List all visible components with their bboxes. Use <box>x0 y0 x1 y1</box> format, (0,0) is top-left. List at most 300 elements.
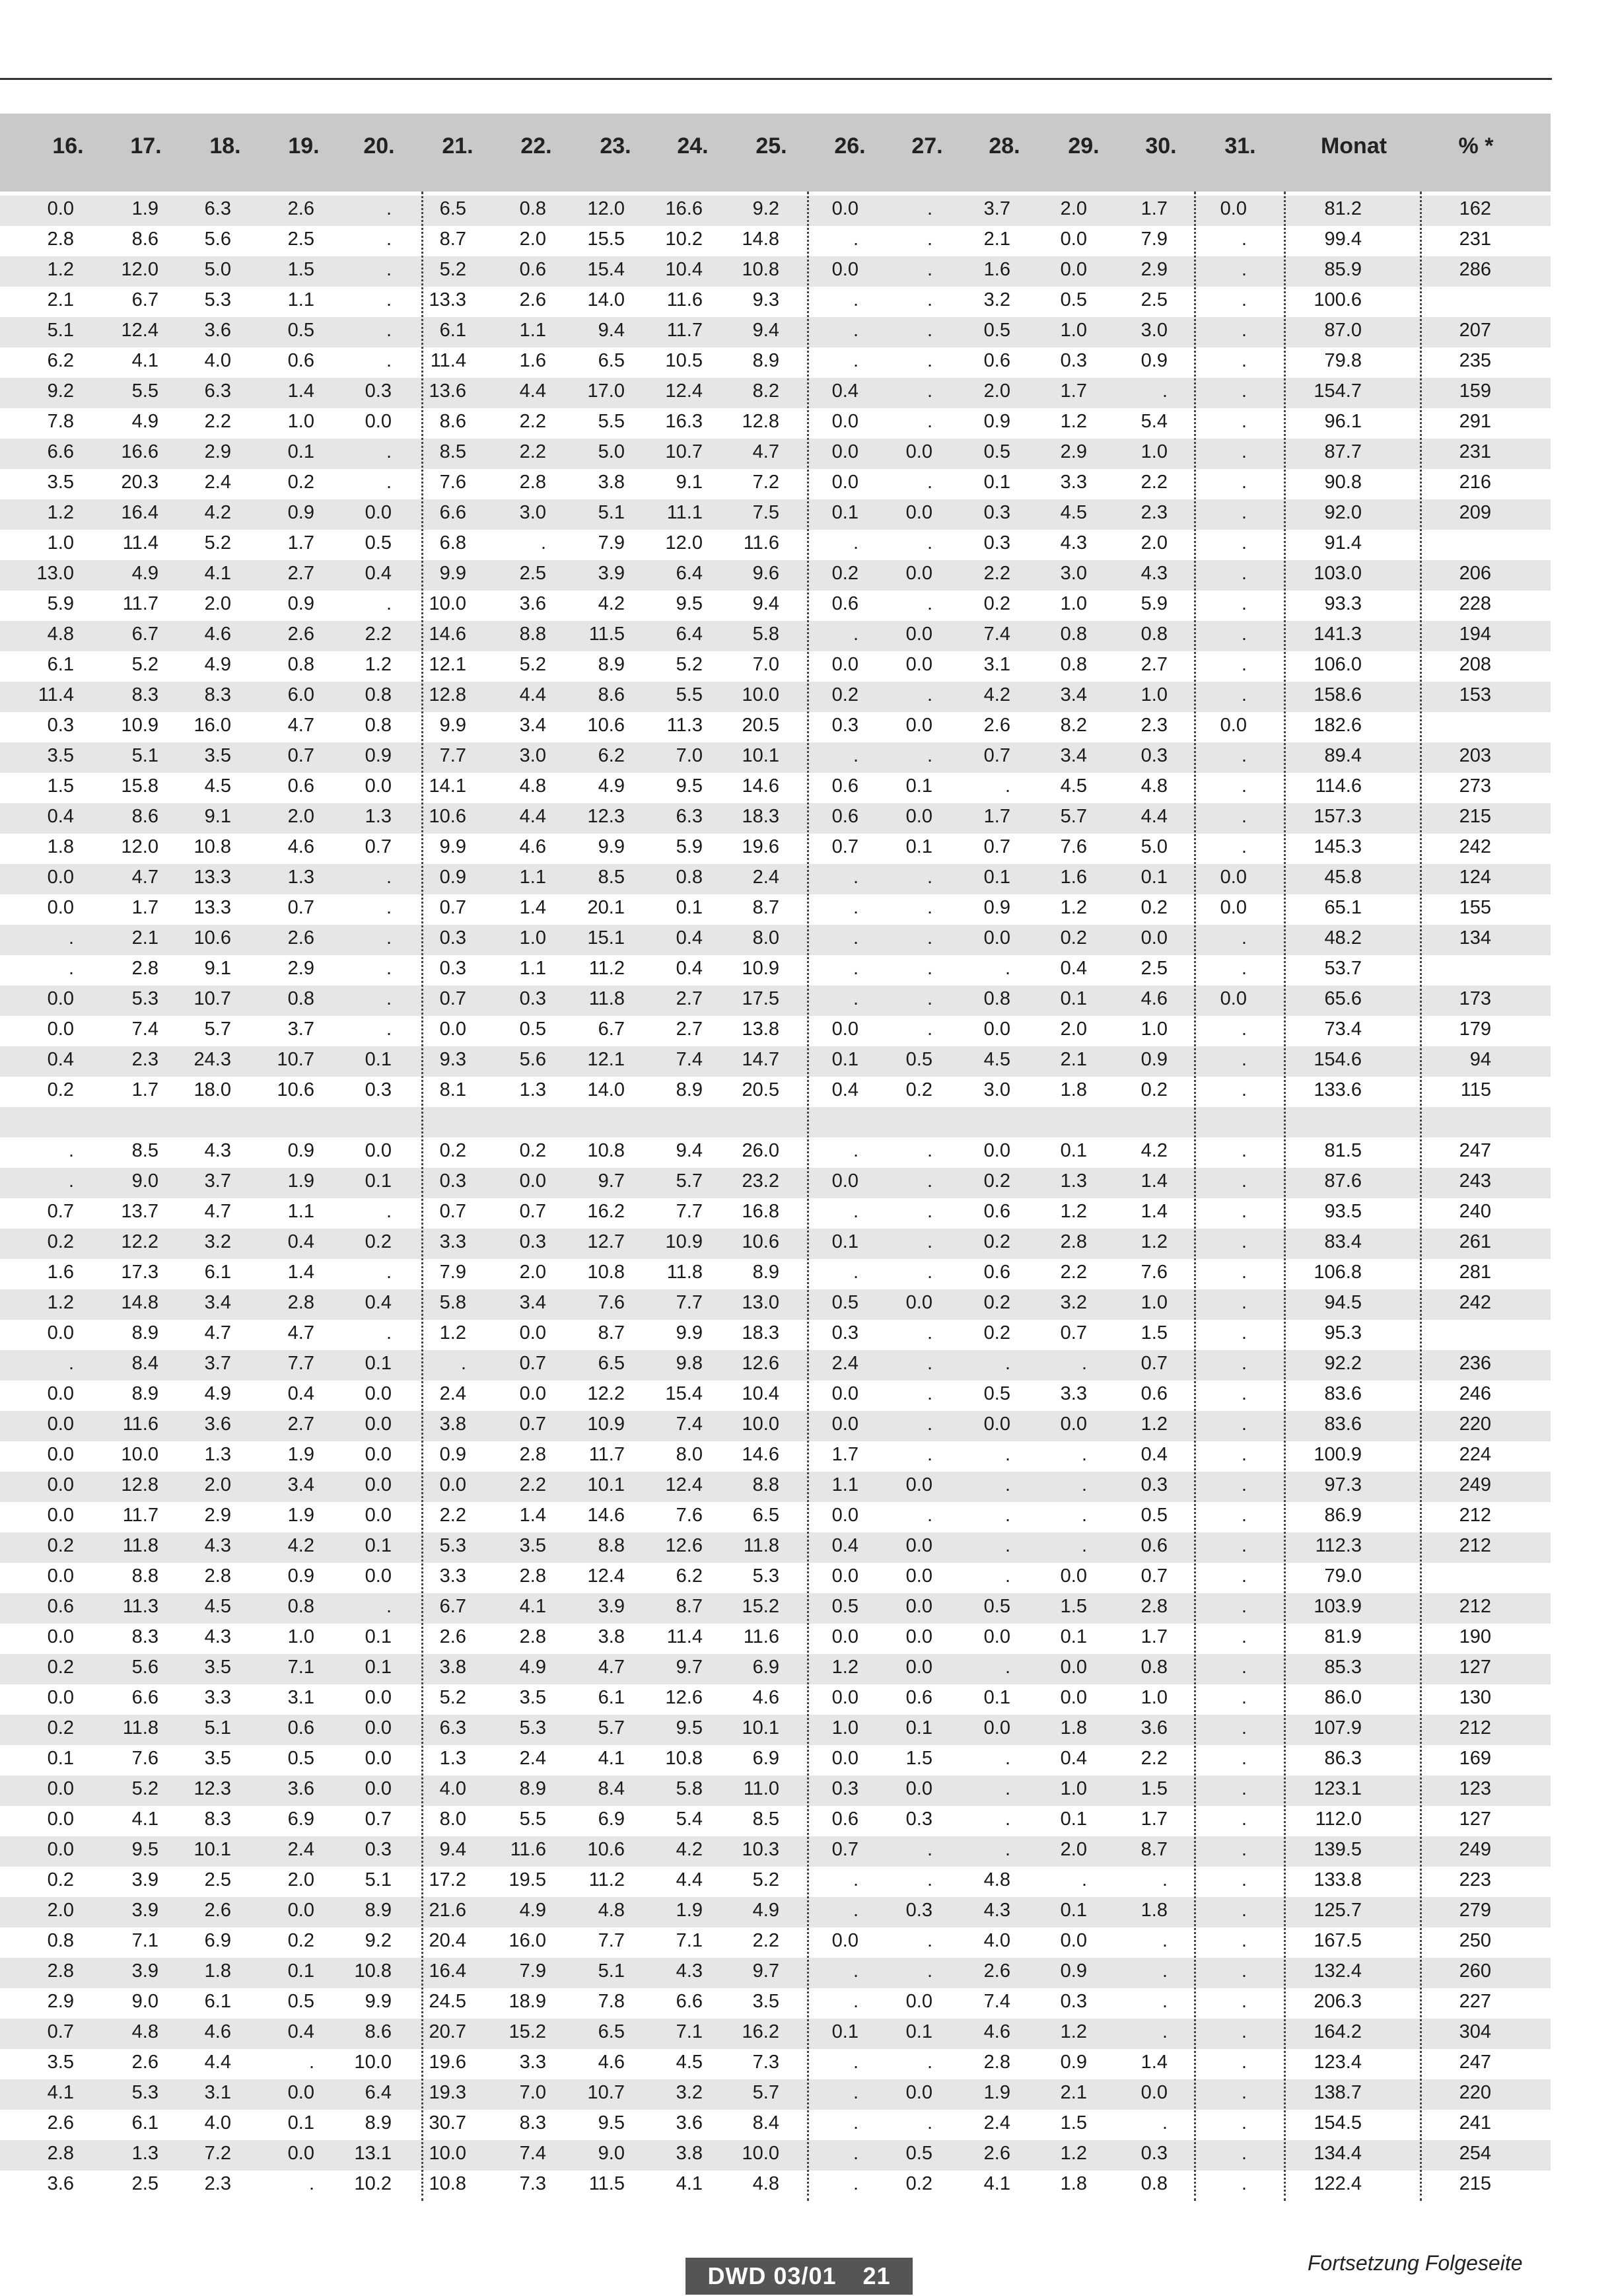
table-cell: 0.5 <box>983 1596 1010 1617</box>
table-cell: 1.2 <box>1140 1231 1168 1252</box>
table-cell: 7.2 <box>752 472 779 493</box>
table-cell: 182.6 <box>1314 715 1362 736</box>
table-cell: 0.0 <box>365 1474 392 1495</box>
table-cell: 87.0 <box>1324 320 1362 341</box>
table-cell: 2.2 <box>439 1505 466 1526</box>
table-cell: 0.1 <box>1060 1626 1087 1647</box>
table-cell: 212 <box>1459 1505 1491 1526</box>
table-cell: . <box>927 532 932 554</box>
table-cell: 4.6 <box>204 624 231 645</box>
table-cell: 1.1 <box>831 1474 859 1495</box>
table-cell: . <box>386 259 392 280</box>
table-cell: 242 <box>1459 1292 1491 1313</box>
table-cell: 0.0 <box>47 1322 74 1344</box>
table-cell: 7.4 <box>676 1049 703 1070</box>
table-cell: 0.5 <box>287 1991 314 2012</box>
table-cell: 0.0 <box>365 1140 392 1161</box>
table-cell: 0.7 <box>1140 1565 1168 1587</box>
table-cell: 2.8 <box>519 1565 546 1587</box>
table-cell: 0.5 <box>519 1019 546 1040</box>
table-cell: . <box>1241 472 1247 493</box>
table-cell: 12.1 <box>587 1049 625 1070</box>
table-cell: . <box>853 745 859 766</box>
table-cell: 4.6 <box>752 1687 779 1708</box>
table-cell: 5.7 <box>676 1170 703 1192</box>
table-cell: 241 <box>1459 2112 1491 2134</box>
table-cell: 2.1 <box>1060 2082 1087 2103</box>
table-cell: 1.3 <box>365 806 392 827</box>
table-cell: 6.3 <box>439 1717 466 1739</box>
table-cell: 3.9 <box>131 1960 158 1982</box>
table-cell: 19.6 <box>742 836 779 857</box>
table-cell: . <box>1241 1960 1247 1982</box>
table-cell: 0.9 <box>287 1140 314 1161</box>
table-cell: . <box>1241 2112 1247 2134</box>
table-cell: 0.1 <box>676 897 703 918</box>
table-cell: 1.0 <box>1060 1778 1087 1799</box>
table-cell: 4.9 <box>752 1900 779 1921</box>
table-cell: . <box>1241 411 1247 432</box>
table-cell: 8.9 <box>365 1900 392 1921</box>
table-cell: 2.6 <box>519 289 546 310</box>
table-cell: 4.4 <box>676 1869 703 1890</box>
table-row <box>0 803 1551 834</box>
table-cell: 5.0 <box>204 259 231 280</box>
table-cell: 0.3 <box>365 380 392 402</box>
table-cell: 6.5 <box>598 350 625 371</box>
table-cell: 10.6 <box>587 715 625 736</box>
table-cell: 4.9 <box>519 1657 546 1678</box>
table-cell: 0.5 <box>831 1596 859 1617</box>
table-cell: 5.1 <box>204 1717 231 1739</box>
table-cell: 4.1 <box>131 350 158 371</box>
table-cell: 2.5 <box>131 2173 158 2194</box>
table-cell: 2.2 <box>1060 1262 1087 1283</box>
table-row <box>0 256 1551 287</box>
table-cell: 8.9 <box>676 1079 703 1100</box>
table-cell: 11.6 <box>743 1626 779 1647</box>
table-cell: 11.5 <box>588 624 625 645</box>
table-cell: 8.4 <box>131 1353 158 1374</box>
table-cell: 3.5 <box>204 745 231 766</box>
issue-page-badge <box>685 2258 913 2295</box>
table-cell: 4.6 <box>983 2021 1010 2042</box>
table-cell: 0.3 <box>439 958 466 979</box>
table-cell: 236 <box>1459 1353 1491 1374</box>
table-cell: 2.4 <box>204 472 231 493</box>
table-cell: 0.2 <box>47 1535 74 1556</box>
table-cell: 0.0 <box>983 1717 1010 1739</box>
table-cell: 3.6 <box>47 2173 74 2194</box>
table-cell: . <box>1004 1748 1010 1769</box>
table-cell: 0.0 <box>365 1748 392 1769</box>
table-cell: 0.0 <box>1140 2082 1168 2103</box>
table-cell: 0.1 <box>365 1535 392 1556</box>
table-cell: 86.0 <box>1324 1687 1362 1708</box>
table-cell: 0.2 <box>831 684 859 705</box>
table-cell: 85.9 <box>1324 259 1362 280</box>
table-cell: . <box>1241 1565 1247 1587</box>
table-cell: 3.5 <box>519 1687 546 1708</box>
table-cell: . <box>1241 1717 1247 1739</box>
table-cell: 10.0 <box>121 1444 158 1465</box>
table-cell: 0.0 <box>983 1414 1010 1435</box>
table-cell: 4.1 <box>519 1596 546 1617</box>
table-cell: 0.0 <box>831 654 859 675</box>
table-cell: 5.2 <box>676 654 703 675</box>
table-cell: 0.1 <box>1060 1809 1087 1830</box>
table-cell: 8.3 <box>519 2112 546 2134</box>
table-cell: 2.0 <box>204 1474 231 1495</box>
table-cell: 0.9 <box>287 502 314 523</box>
table-cell: . <box>853 1140 859 1161</box>
table-cell: 8.3 <box>131 684 158 705</box>
table-row <box>0 1229 1551 1259</box>
table-cell: 2.5 <box>1140 958 1168 979</box>
table-cell: 0.0 <box>365 502 392 523</box>
table-cell: 0.5 <box>1140 1505 1168 1526</box>
table-cell: 5.1 <box>365 1869 392 1890</box>
table-cell: . <box>927 867 932 888</box>
table-cell: 5.2 <box>131 654 158 675</box>
table-cell: 1.7 <box>287 532 314 554</box>
table-cell: 0.5 <box>983 1383 1010 1404</box>
table-cell: 0.4 <box>365 563 392 584</box>
table-cell: . <box>853 1900 859 1921</box>
table-cell: 6.9 <box>752 1657 779 1678</box>
table-cell: 8.3 <box>131 1626 158 1647</box>
table-cell: 100.9 <box>1314 1444 1362 1465</box>
table-cell: 4.8 <box>47 624 74 645</box>
table-cell: 0.0 <box>519 1322 546 1344</box>
table-cell: 5.2 <box>439 259 466 280</box>
table-cell: 73.4 <box>1324 1019 1362 1040</box>
table-cell: 0.0 <box>1140 927 1168 949</box>
table-cell: 12.0 <box>587 198 625 219</box>
table-cell: 24.3 <box>193 1049 231 1070</box>
table-cell: 6.1 <box>439 320 466 341</box>
table-cell: 112.3 <box>1315 1535 1362 1556</box>
table-cell: 92.0 <box>1324 502 1362 523</box>
table-cell: 2.5 <box>1140 289 1168 310</box>
table-cell: 0.7 <box>519 1414 546 1435</box>
table-cell: . <box>1004 1535 1010 1556</box>
table-cell: 1.3 <box>1060 1170 1087 1192</box>
table-cell: 10.8 <box>354 1960 392 1982</box>
table-cell: 12.4 <box>665 1474 703 1495</box>
table-cell: 26.0 <box>742 1140 779 1161</box>
table-cell: 5.4 <box>1140 411 1168 432</box>
table-cell: 1.2 <box>1140 1414 1168 1435</box>
table-cell: 0.0 <box>831 1930 859 1951</box>
table-cell: 4.2 <box>287 1535 314 1556</box>
table-cell: 8.7 <box>1140 1839 1168 1860</box>
table-cell: . <box>1081 1353 1087 1374</box>
table-cell: 9.1 <box>204 958 231 979</box>
table-cell: 0.0 <box>47 1019 74 1040</box>
table-cell: 159 <box>1459 380 1491 402</box>
table-cell: 79.8 <box>1324 350 1362 371</box>
table-row <box>0 1441 1551 1472</box>
table-cell: 1.9 <box>676 1900 703 1921</box>
table-cell: 10.7 <box>665 441 703 462</box>
table-cell: 0.6 <box>519 259 546 280</box>
table-row <box>0 773 1551 803</box>
table-cell: 10.1 <box>742 1717 779 1739</box>
table-cell: . <box>1081 1444 1087 1465</box>
table-cell: . <box>927 1839 932 1860</box>
table-cell: 8.8 <box>519 624 546 645</box>
table-cell: . <box>1241 1839 1247 1860</box>
table-cell: 0.1 <box>287 2112 314 2134</box>
table-cell: 0.2 <box>1140 897 1168 918</box>
table-cell: . <box>927 1960 932 1982</box>
table-cell: 231 <box>1459 441 1491 462</box>
table-cell: 0.7 <box>439 1201 466 1222</box>
table-cell: 9.5 <box>131 1839 158 1860</box>
table-cell: 0.3 <box>1060 350 1087 371</box>
table-cell: 1.0 <box>1060 593 1087 614</box>
table-cell: 203 <box>1459 745 1491 766</box>
table-cell: . <box>927 1170 932 1192</box>
table-cell: 14.0 <box>587 289 625 310</box>
table-cell: 3.9 <box>131 1869 158 1890</box>
table-cell: 0.5 <box>905 1049 932 1070</box>
table-cell: 1.2 <box>1060 1201 1087 1222</box>
table-cell: 1.2 <box>439 1322 466 1344</box>
table-cell: . <box>1162 1930 1168 1951</box>
table-cell: 2.3 <box>1140 502 1168 523</box>
table-cell: 8.7 <box>676 1596 703 1617</box>
table-cell: . <box>927 380 932 402</box>
table-cell: 8.0 <box>439 1809 466 1830</box>
table-cell: 0.4 <box>676 927 703 949</box>
table-cell: 0.0 <box>1060 229 1087 250</box>
table-cell: 3.3 <box>439 1231 466 1252</box>
table-cell: 20.5 <box>742 1079 779 1100</box>
table-cell: 223 <box>1459 1869 1491 1890</box>
table-cell: 4.9 <box>131 411 158 432</box>
table-cell: 154.5 <box>1314 2112 1362 2134</box>
table-cell: 15.2 <box>509 2021 546 2042</box>
table-cell: 3.5 <box>47 472 74 493</box>
table-cell: 127 <box>1459 1657 1491 1678</box>
table-row <box>0 1350 1551 1381</box>
table-cell: 6.5 <box>598 2021 625 2042</box>
table-cell: . <box>927 198 932 219</box>
table-cell: . <box>1162 2112 1168 2134</box>
table-cell: 20.5 <box>742 715 779 736</box>
table-cell: 3.5 <box>204 1657 231 1678</box>
table-cell: 145.3 <box>1314 836 1362 857</box>
table-cell: 9.4 <box>752 320 779 341</box>
table-cell: 1.2 <box>831 1657 859 1678</box>
table-cell: 0.7 <box>47 2021 74 2042</box>
table-cell: 247 <box>1459 2052 1491 2073</box>
table-cell: 10.0 <box>742 2143 779 2164</box>
table-cell: 8.8 <box>131 1565 158 1587</box>
table-cell: 6.1 <box>47 654 74 675</box>
table-cell: . <box>1241 502 1247 523</box>
table-cell: 2.5 <box>204 1869 231 1890</box>
table-cell: 2.6 <box>439 1626 466 1647</box>
table-cell: 0.6 <box>983 350 1010 371</box>
table-cell: 0.9 <box>287 593 314 614</box>
table-cell: 4.0 <box>204 350 231 371</box>
table-cell: 11.7 <box>588 1444 625 1465</box>
table-cell: 7.6 <box>598 1292 625 1313</box>
table-cell: 4.1 <box>676 2173 703 2194</box>
table-cell: 16.3 <box>665 411 703 432</box>
table-cell: 0.0 <box>47 1809 74 1830</box>
table-cell: 0.8 <box>47 1930 74 1951</box>
table-cell: 9.5 <box>676 775 703 797</box>
table-cell: 18.0 <box>193 1079 231 1100</box>
table-cell: 5.2 <box>131 1778 158 1799</box>
table-cell: 3.5 <box>47 745 74 766</box>
table-cell: 14.0 <box>587 1079 625 1100</box>
table-cell: 4.6 <box>287 836 314 857</box>
table-cell: . <box>927 320 932 341</box>
table-cell: 1.5 <box>1140 1778 1168 1799</box>
table-cell: . <box>927 897 932 918</box>
table-cell: 125.7 <box>1314 1900 1362 1921</box>
table-cell: 130 <box>1459 1687 1491 1708</box>
table-cell: 65.1 <box>1324 897 1362 918</box>
table-cell: 7.7 <box>598 1930 625 1951</box>
table-cell: 0.0 <box>1060 1687 1087 1708</box>
table-cell: 81.9 <box>1324 1626 1362 1647</box>
table-cell: . <box>1241 1474 1247 1495</box>
table-cell: 0.0 <box>365 1778 392 1799</box>
table-cell: 0.6 <box>831 593 859 614</box>
table-cell: 2.4 <box>752 867 779 888</box>
table-cell: 8.9 <box>752 1262 779 1283</box>
table-cell: 212 <box>1459 1535 1491 1556</box>
table-cell: 10.1 <box>742 745 779 766</box>
table-cell: 0.5 <box>287 320 314 341</box>
table-cell: . <box>1241 1292 1247 1313</box>
table-cell: 0.7 <box>287 745 314 766</box>
table-cell: 1.1 <box>519 320 546 341</box>
table-cell: 0.7 <box>519 1353 546 1374</box>
table-cell: 5.1 <box>598 502 625 523</box>
table-cell: 2.6 <box>287 624 314 645</box>
table-cell: 5.6 <box>131 1657 158 1678</box>
table-cell: 0.4 <box>831 1079 859 1100</box>
table-cell: 0.3 <box>831 1322 859 1344</box>
table-cell: 4.0 <box>204 2112 231 2134</box>
table-cell: 1.4 <box>519 897 546 918</box>
table-cell: 11.6 <box>510 1839 546 1860</box>
table-cell: 85.3 <box>1324 1657 1362 1678</box>
table-cell: . <box>1241 836 1247 857</box>
table-cell: 0.7 <box>983 745 1010 766</box>
table-cell: 10.4 <box>665 259 703 280</box>
table-cell: 95.3 <box>1324 1322 1362 1344</box>
table-cell: 0.2 <box>983 1292 1010 1313</box>
table-cell: 0.4 <box>47 1049 74 1070</box>
table-cell: 93.3 <box>1324 593 1362 614</box>
table-cell: 6.9 <box>287 1809 314 1830</box>
table-cell: 11.6 <box>743 532 779 554</box>
table-cell: 6.9 <box>598 1809 625 1830</box>
table-cell: 0.3 <box>905 1809 932 1830</box>
table-cell: 9.0 <box>598 2143 625 2164</box>
table-cell: 0.0 <box>905 1535 932 1556</box>
table-cell: . <box>386 1019 392 1040</box>
table-cell: 3.8 <box>439 1414 466 1435</box>
table-cell: 3.0 <box>519 502 546 523</box>
table-cell: 0.3 <box>439 927 466 949</box>
table-cell: 10.9 <box>121 715 158 736</box>
table-cell: 13.0 <box>36 563 74 584</box>
table-cell: 83.4 <box>1324 1231 1362 1252</box>
table-cell: 2.5 <box>519 563 546 584</box>
table-row <box>0 1593 1551 1624</box>
table-cell: 12.0 <box>121 836 158 857</box>
table-cell: 1.2 <box>365 654 392 675</box>
table-cell: 2.1 <box>1060 1049 1087 1070</box>
table-cell: 0.0 <box>47 867 74 888</box>
table-cell: 0.9 <box>1140 1049 1168 1070</box>
table-cell: 1.0 <box>287 411 314 432</box>
table-cell: 0.5 <box>905 2143 932 2164</box>
table-cell: . <box>927 2052 932 2073</box>
table-cell: 2.7 <box>1140 654 1168 675</box>
table-cell: 5.6 <box>519 1049 546 1070</box>
table-row <box>0 2110 1551 2140</box>
table-cell: . <box>1241 1748 1247 1769</box>
table-cell: 133.8 <box>1314 1869 1362 1890</box>
table-cell: 5.2 <box>204 532 231 554</box>
table-cell: 9.0 <box>131 1170 158 1192</box>
table-cell: . <box>1241 1322 1247 1344</box>
table-cell: 12.1 <box>429 654 466 675</box>
table-cell: . <box>1241 1869 1247 1890</box>
table-cell: 3.2 <box>676 2082 703 2103</box>
table-cell: 215 <box>1459 2173 1491 2194</box>
table-cell: 79.0 <box>1324 1565 1362 1587</box>
table-cell: 6.7 <box>131 624 158 645</box>
table-cell: . <box>1241 1231 1247 1252</box>
table-cell: 2.4 <box>287 1839 314 1860</box>
table-cell: 16.6 <box>665 198 703 219</box>
table-cell: 8.6 <box>598 684 625 705</box>
table-cell: 4.7 <box>131 867 158 888</box>
table-cell: 154.7 <box>1314 380 1362 402</box>
table-cell: 4.4 <box>519 806 546 827</box>
table-cell: . <box>1004 1839 1010 1860</box>
table-cell: 0.2 <box>47 1869 74 1890</box>
table-cell: 23.2 <box>742 1170 779 1192</box>
table-cell: . <box>1241 1383 1247 1404</box>
table-cell: 10.2 <box>665 229 703 250</box>
table-cell: 2.8 <box>1140 1596 1168 1617</box>
table-cell: 5.5 <box>676 684 703 705</box>
table-row <box>0 287 1551 317</box>
table-cell: 0.6 <box>831 775 859 797</box>
table-cell: 6.6 <box>439 502 466 523</box>
table-cell: . <box>853 350 859 371</box>
table-cell: 3.9 <box>131 1900 158 1921</box>
table-cell: . <box>1241 1353 1247 1374</box>
table-row <box>0 347 1551 378</box>
table-cell: 169 <box>1459 1748 1491 1769</box>
table-cell: 1.4 <box>287 380 314 402</box>
table-cell: 173 <box>1459 988 1491 1009</box>
table-cell: 250 <box>1459 1930 1491 1951</box>
